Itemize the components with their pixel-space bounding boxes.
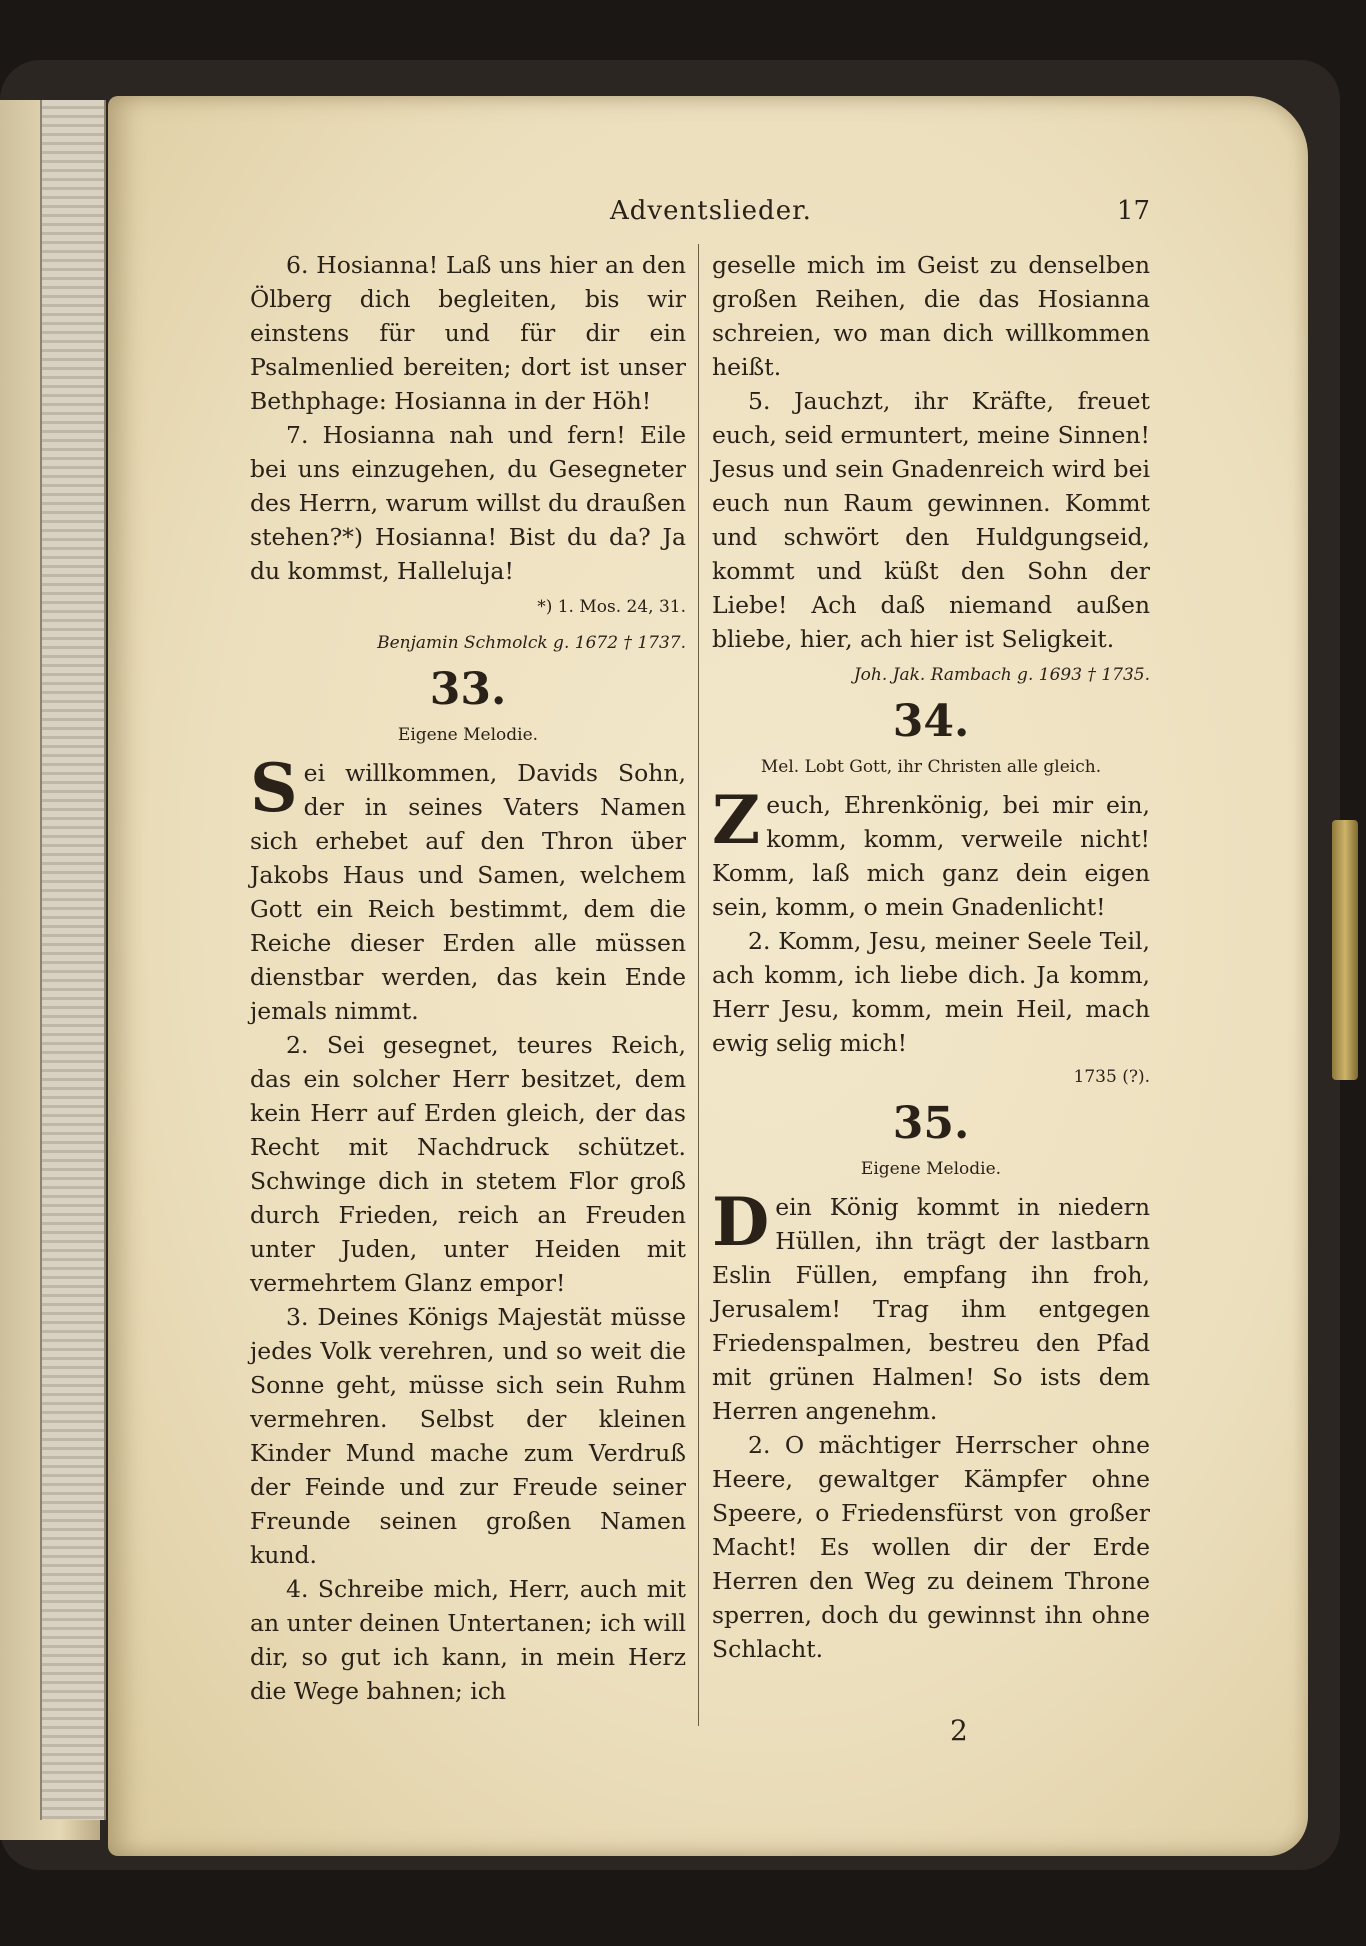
- book-spine-binding: [40, 100, 106, 1820]
- hymn-33-verse-1-text: ei willkommen, Davids Sohn, der in seines Vaters Namen sich erhebet auf den Thron über Jakobs Haus und Samen, welchem Gott ein Reich bestimmt, dem die Reiche dieser Erden alle müssen dienstbar werden, das kein Ende jemals nimmt.: [250, 759, 686, 1025]
- hymn-34-date: 1735 (?).: [1073, 1067, 1150, 1087]
- hymn-34-dropcap: Z: [712, 781, 761, 859]
- hymn-35-melody: Eigene Melodie.: [860, 1159, 1002, 1179]
- right-column: [712, 248, 1150, 1666]
- left-column: [250, 248, 686, 1708]
- hymn-32-verse-7: 7. Hosianna nah und fern! Eile bei uns einzugehen, du Gesegneter des Herrn, warum willst du draußen stehen?*) Hosianna! Bist du da? Ja du kommst, Halleluja!: [250, 421, 686, 585]
- hymn-34-verse-2: 2. Komm, Jesu, meiner Seele Teil, ach komm, ich liebe dich. Ja komm, Herr Jesu, komm, mein Heil, mach ewig selig mich!: [712, 927, 1150, 1057]
- hymn-35-number: 35.: [892, 1098, 970, 1149]
- hymn-35-verse-1: [712, 1183, 1150, 1428]
- hymn-35-verse-2: 2. O mächtiger Herrscher ohne Heere, gewaltger Kämpfer ohne Speere, o Friedensfürst von großer Macht! Es wollen dir der Erde Herren den Weg zu deinem Throne sperren, doch du gewinnst ihn ohne Schlacht.: [712, 1431, 1150, 1663]
- hymn-33-author: Joh. Jak. Rambach g. 1693 † 1735.: [853, 665, 1150, 685]
- hymn-33-verse-3: 3. Deines Königs Majestät müsse jedes Volk verehren, und so weit die Sonne geht, müsse sich sein Ruhm vermehren. Selbst der kleinen Kinder Mund mache zum Verdruß der Feinde und zur Freude seiner Freunde seinen großen Namen kund.: [250, 1303, 686, 1569]
- page-number: 17: [1116, 196, 1150, 226]
- hymn-32-verse-6: 6. Hosianna! Laß uns hier an den Ölberg dich begleiten, bis wir einstens für und für dir ein Psalmenlied bereiten; dort ist unser Bethphage: Hosianna in der Höh!: [250, 251, 686, 415]
- hymn-34-verse-1: [712, 781, 1150, 924]
- hymn-34-melody: Mel. Lobt Gott, ihr Christen alle gleich.: [760, 757, 1102, 777]
- hymn-33-verse-2: 2. Sei gesegnet, teures Reich, das ein solcher Herr besitzet, dem kein Herr auf Erden gleich, der das Recht mit Nachdruck schützet. Schwinge dich in stetem Flor groß durch Frieden, reich an Freuden unter Juden, unter Heiden mit vermehrtem Glanz empor!: [250, 1031, 686, 1297]
- hymn-35-verse-1-text: ein König kommt in niedern Hüllen, ihn trägt der lastbarn Eslin Füllen, empfang ihn froh, Jerusalem! Trag ihm entgegen Friedenspalmen, bestreu den Pfad mit grünen Halmen! So ists dem Herren angenehm.: [712, 1193, 1150, 1425]
- hymn-34-number: 34.: [892, 696, 970, 747]
- hymn-32-author: Benjamin Schmolck g. 1672 † 1737.: [377, 633, 686, 653]
- hymn-33-number: 33.: [429, 664, 507, 715]
- hymn-33-verse-5: 5. Jauchzt, ihr Kräfte, freuet euch, seid ermuntert, meine Sinnen! Jesus und sein Gnadenreich wird bei euch nun Raum gewinnen. Kommt und schwört den Huldgungseid, kommt und küßt den Sohn der Liebe! Ach daß niemand außen bliebe, hier, ach hier ist Seligkeit.: [712, 387, 1150, 653]
- page-content: [250, 196, 1150, 1756]
- column-divider: [698, 244, 699, 1726]
- running-head: [250, 196, 1150, 236]
- hymn-33-verse-4: 4. Schreibe mich, Herr, auch mit an unter deinen Untertanen; ich will dir, so gut ich kann, in mein Herz die Wege bahnen; ich: [250, 1575, 686, 1705]
- footnote: *) 1. Mos. 24, 31.: [537, 597, 686, 617]
- hymn-33-melody: Eigene Melodie.: [397, 725, 539, 745]
- hymn-33-verse-4-continued: geselle mich im Geist zu denselben großen Reihen, die das Hosianna schreien, wo man dich willkommen heißt.: [712, 251, 1150, 381]
- signature-mark: 2: [950, 1714, 968, 1747]
- book-clasp: [1332, 820, 1358, 1080]
- hymn-34-verse-1-text: euch, Ehrenkönig, bei mir ein, komm, komm, verweile nicht! Komm, laß mich ganz dein eigen sein, komm, o mein Gnadenlicht!: [712, 791, 1150, 921]
- hymn-33-dropcap: S: [250, 749, 298, 827]
- hymn-33-verse-1: [250, 749, 686, 1028]
- running-title: Adventslieder.: [610, 196, 812, 226]
- hymn-35-dropcap: D: [712, 1183, 770, 1261]
